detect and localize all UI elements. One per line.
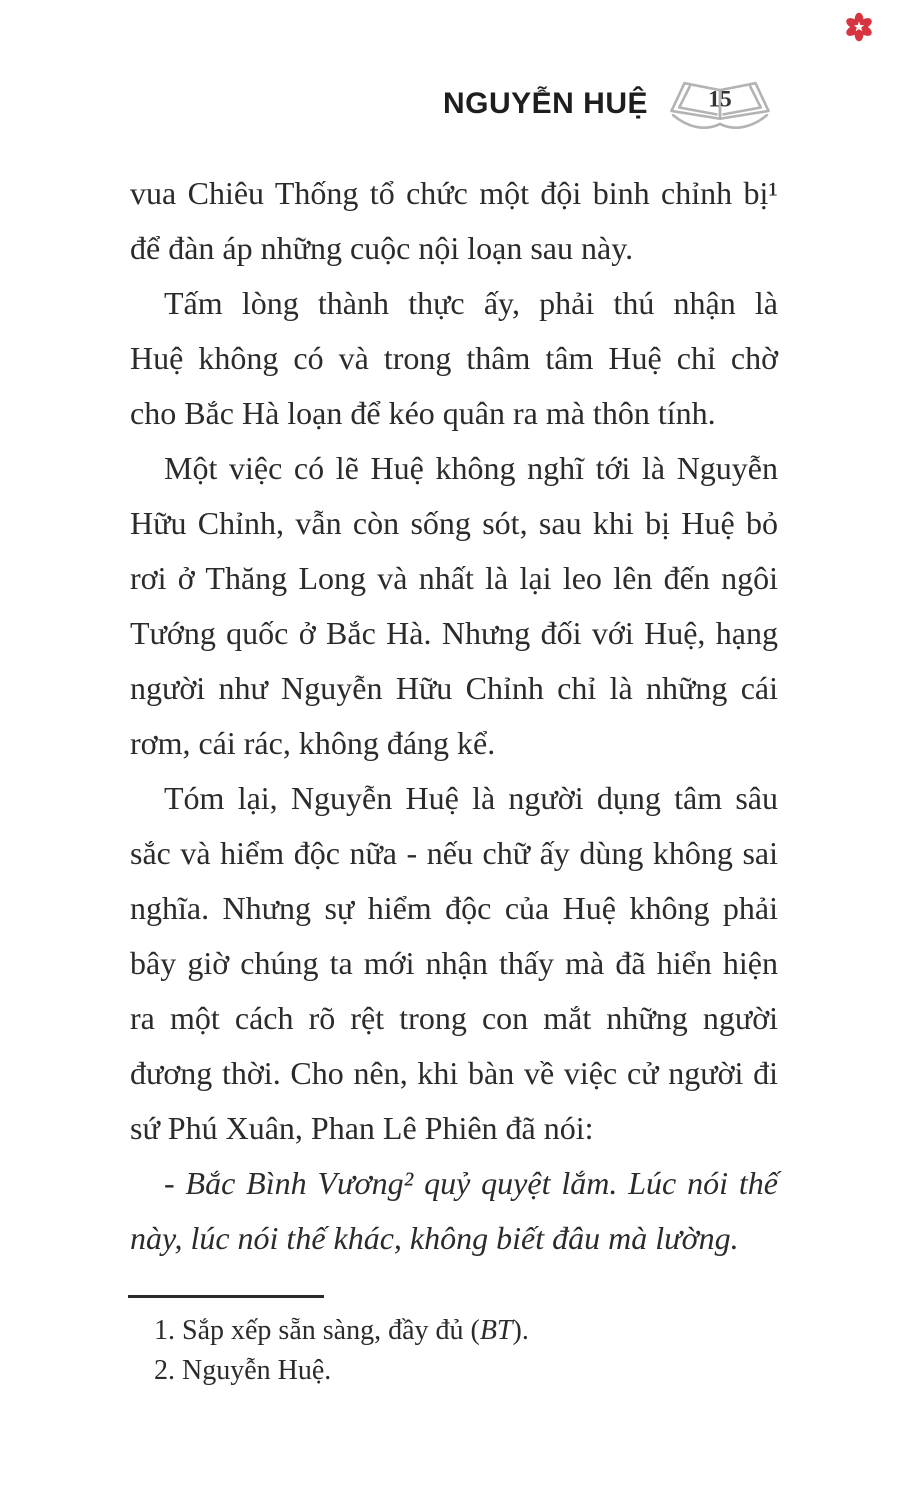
text-line: sắc và hiểm độc nữa - nếu chữ ấy dùng không sai xyxy=(130,835,778,871)
footnote-text: 1. Sắp xếp sẵn sàng, đầy đủ ( xyxy=(154,1315,480,1346)
text-line: người như Nguyễn Hữu Chỉnh chỉ là những cái xyxy=(130,670,778,706)
paragraph xyxy=(130,166,778,276)
text-line: đương thời. Cho nên, khi bàn về việc cử người đi xyxy=(130,1055,778,1091)
text-line: Tấm lòng thành thực ấy, phải thú nhận là xyxy=(164,285,778,321)
page-header xyxy=(0,74,900,134)
text-line: rơi ở Thăng Long và nhất là lại leo lên đến ngôi xyxy=(130,560,778,596)
body-text xyxy=(130,166,778,1266)
text-line: Hữu Chỉnh, vẫn còn sống sót, sau khi bị Huệ bỏ xyxy=(130,505,778,541)
text-line: này, lúc nói thế khác, không biết đâu mà lường. xyxy=(130,1220,739,1256)
text-line: nghĩa. Nhưng sự hiểm độc của Huệ không phải xyxy=(130,890,778,926)
text-line: - Bắc Bình Vương² quỷ quyệt lắm. Lúc nói thế xyxy=(164,1165,778,1201)
footnote xyxy=(130,1351,778,1391)
text-line: Huệ không có và trong thâm tâm Huệ chỉ chờ xyxy=(130,340,778,376)
footnote-text: 2. Nguyễn Huệ. xyxy=(154,1355,332,1386)
footnote xyxy=(130,1311,778,1351)
red-flower-icon xyxy=(844,12,874,42)
text-line: để đàn áp những cuộc nội loạn sau này. xyxy=(130,230,634,266)
text-line: cho Bắc Hà loạn để kéo quân ra mà thôn tính. xyxy=(130,395,716,431)
text-line: Tóm lại, Nguyễn Huệ là người dụng tâm sâu xyxy=(164,780,778,816)
text-line: Tướng quốc ở Bắc Hà. Nhưng đối với Huệ, hạng xyxy=(130,615,778,651)
paragraph xyxy=(130,1156,778,1266)
text-line: rơm, cái rác, không đáng kể. xyxy=(130,725,496,761)
footnote-text: BT xyxy=(479,1315,513,1346)
paragraph xyxy=(130,441,778,771)
paragraph xyxy=(130,276,778,441)
open-book-icon xyxy=(668,74,772,134)
running-title: NGUYỄN HUỆ xyxy=(442,87,648,120)
footnotes xyxy=(130,1311,778,1391)
text-line: bây giờ chúng ta mới nhận thấy mà đã hiển hiện xyxy=(130,945,778,981)
footnote-text: ). xyxy=(512,1315,529,1346)
footnote-divider xyxy=(128,1295,324,1298)
text-line: ra một cách rõ rệt trong con mắt những người xyxy=(130,1000,778,1036)
page-number: 15 xyxy=(708,86,732,113)
text-line: sứ Phú Xuân, Phan Lê Phiên đã nói: xyxy=(130,1110,594,1146)
paragraph xyxy=(130,771,778,1156)
text-line: Một việc có lẽ Huệ không nghĩ tới là Nguyễn xyxy=(164,450,778,486)
text-line: vua Chiêu Thống tổ chức một đội binh chỉnh bị¹ xyxy=(130,175,778,211)
